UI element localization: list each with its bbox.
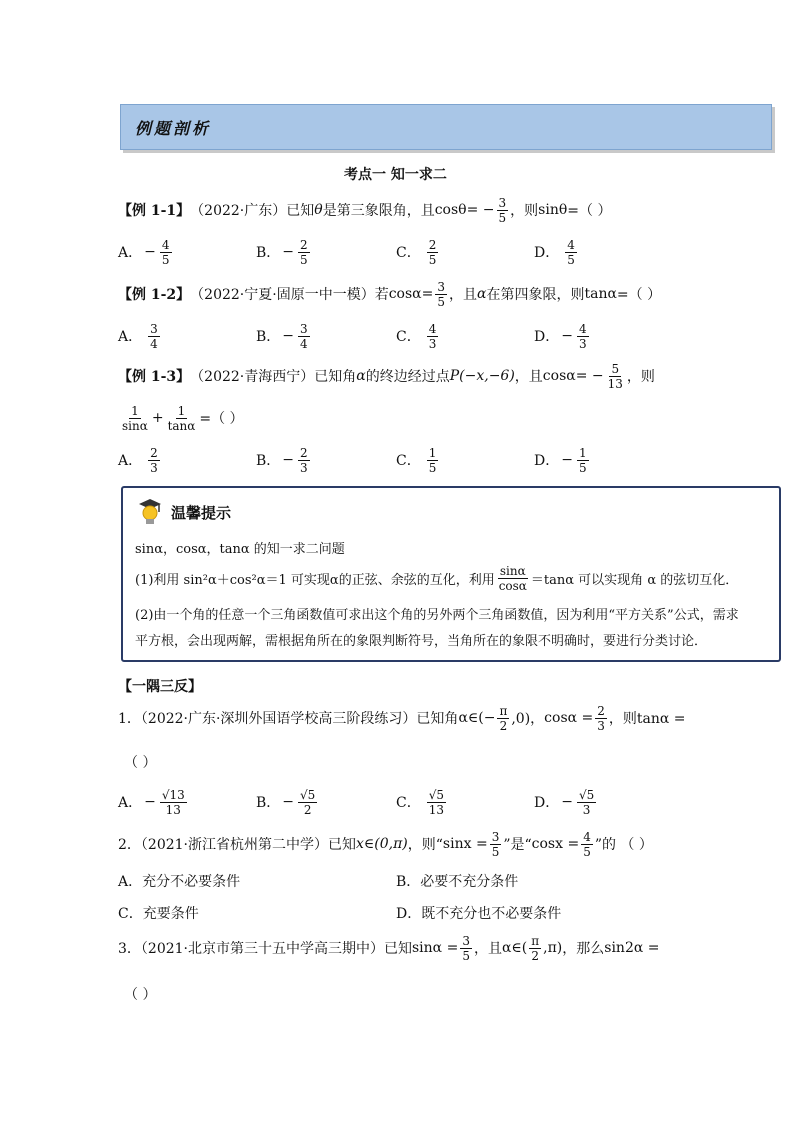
answer-blank: =（ ） <box>199 411 244 427</box>
lightbulb-icon <box>135 496 165 526</box>
option-label: A． <box>118 245 143 261</box>
option-sign: − <box>144 794 156 810</box>
option-label: C． <box>396 795 421 811</box>
tip-line: 平方根，会出现两解，需根据角所在的象限判断符号，当角所在的象限不明确时，要进行分类讨论． <box>135 634 708 649</box>
tip-box <box>121 486 781 662</box>
question-text: 1．（2022·广东·深圳外国语学校高三阶段练习）已知角 <box>118 711 459 727</box>
option-label: B． <box>256 453 281 469</box>
fraction: $\frac{\pi}{2}$ <box>531 933 540 963</box>
option-d[interactable] <box>534 232 579 272</box>
option-label: D． <box>534 329 560 345</box>
example-1-3-expr <box>118 400 244 436</box>
option-d[interactable] <box>534 440 591 480</box>
question-text: ，则tanα = <box>608 711 686 727</box>
option-c[interactable] <box>396 782 448 822</box>
option-fraction: $\frac{√5}{3}$ <box>578 787 595 817</box>
example-source: （2022·青海西宁）已知角 <box>190 369 357 385</box>
equals-sign: = − <box>575 368 604 384</box>
example-tag: 【例 1-2】 <box>118 287 191 303</box>
option-label: D． <box>534 795 560 811</box>
question-3 <box>118 930 660 966</box>
fraction: $\frac{\sin\alpha}{\cos\alpha}$ <box>498 564 527 593</box>
cos-term: cosα = <box>544 710 594 726</box>
fraction: $\frac{3}{5}$ <box>498 195 507 225</box>
option-label: C． <box>396 453 421 469</box>
option-fraction: $\frac{4}{3}$ <box>578 321 587 351</box>
tip-line: (2)由一个角的任意一个三角函数值可求出这个角的另外两个三角函数值，因为利用“平方关系”公式，需求 <box>135 608 739 623</box>
answer-blank: （ ） <box>124 987 157 1003</box>
option-label: A． <box>118 329 143 345</box>
option-label: A． <box>118 453 143 469</box>
example-text: 在第四象限，则 <box>486 287 585 303</box>
option-label: A． <box>118 874 143 890</box>
example-tag: 【例 1-1】 <box>118 203 191 219</box>
fraction: $\frac{\pi}{2}$ <box>499 703 508 733</box>
option-a[interactable] <box>118 866 240 896</box>
example-text: ，则 <box>510 203 539 219</box>
option-b[interactable] <box>256 782 319 822</box>
example-1-2 <box>118 276 661 312</box>
option-label: A． <box>118 795 143 811</box>
domain-term: x∈(0,π) <box>356 836 408 852</box>
fraction: $\frac{4}{5}$ <box>583 829 591 859</box>
option-sign: − <box>144 244 156 260</box>
option-a[interactable] <box>118 440 162 480</box>
option-fraction: $\frac{2}{5}$ <box>300 237 308 267</box>
option-d[interactable] <box>396 898 561 928</box>
option-b[interactable] <box>256 316 312 356</box>
set-term: α∈(− <box>458 710 496 726</box>
option-fraction: $\frac{√5}{13}$ <box>428 787 444 817</box>
option-a[interactable] <box>118 316 162 356</box>
cos-term: cosα <box>542 368 576 384</box>
option-fraction: $\frac{4}{5}$ <box>567 237 575 267</box>
question-text: 3．（2021·北京市第三十五中学高三期中）已知 <box>118 941 412 957</box>
cos-term: cosθ <box>434 202 467 218</box>
example-source: （2022·广东）已知 <box>190 203 315 219</box>
option-label: C． <box>396 329 421 345</box>
fraction: $\frac{3}{5}$ <box>491 829 500 859</box>
example-1-3 <box>118 358 655 394</box>
option-sign: − <box>561 452 573 468</box>
var-theta: θ <box>314 202 323 218</box>
example-text: ，且 <box>514 369 543 385</box>
question-text: 2．（2021·浙江省杭州第二中学）已知 <box>118 837 356 853</box>
ask-term: sin2α = <box>604 940 660 956</box>
option-fraction: $\frac{3}{4}$ <box>300 321 308 351</box>
question-text: ，且 <box>473 941 502 957</box>
fraction: $\frac{1}{\sin\alpha}$ <box>122 403 148 433</box>
option-sign: − <box>282 452 295 468</box>
option-label: B． <box>256 795 281 811</box>
fraction: $\frac{5}{13}$ <box>607 361 623 391</box>
tip-line <box>135 564 738 593</box>
option-d[interactable] <box>534 782 598 822</box>
example-tag: 【例 1-3】 <box>118 369 191 385</box>
option-a[interactable] <box>118 782 189 822</box>
point-p: P(−x,−6) <box>449 368 515 384</box>
option-text: 必要不充分条件 <box>420 874 519 890</box>
option-fraction: $\frac{1}{5}$ <box>578 445 587 475</box>
option-d[interactable] <box>534 316 591 356</box>
option-label: D． <box>396 906 422 922</box>
option-b[interactable] <box>256 232 312 272</box>
section-banner <box>120 104 772 150</box>
option-label: B． <box>256 329 281 345</box>
question-text: ，那么 <box>562 941 605 957</box>
sin-term: sinα = <box>412 940 459 956</box>
answer-blank: =（ ） <box>616 287 662 303</box>
option-fraction: $\frac{4}{5}$ <box>161 237 170 267</box>
option-b[interactable] <box>396 866 518 896</box>
option-c[interactable] <box>396 440 440 480</box>
option-sign: − <box>282 794 295 810</box>
question-text: ，则“ <box>407 837 443 853</box>
question-text: ”是“ <box>503 837 532 853</box>
ask-term: sinθ <box>538 202 568 218</box>
set-term: ,π) <box>543 940 563 956</box>
tip-text: (1)利用 sin²α＋cos²α＝1 可实现α的正弦、余弦的互化，利用 <box>135 573 495 588</box>
cos-term: cosα <box>388 286 422 302</box>
equals-sign: = <box>421 286 434 302</box>
option-label: C． <box>118 906 143 922</box>
option-fraction: $\frac{2}{5}$ <box>428 237 437 267</box>
option-fraction: $\frac{3}{4}$ <box>150 321 158 351</box>
practice-heading: 【一隅三反】 <box>118 679 202 695</box>
option-c[interactable] <box>396 232 440 272</box>
option-text: 既不充分也不必要条件 <box>421 906 562 922</box>
tip-title: 温馨提示 <box>171 504 232 522</box>
example-text: ，且 <box>449 287 477 303</box>
question-2 <box>118 826 653 862</box>
fraction: $\frac{1}{\tan\alpha}$ <box>167 403 196 433</box>
tip-text: ＝tanα 可以实现角 α 的弦切互化． <box>530 573 739 588</box>
question-1 <box>118 700 686 736</box>
option-text: 充要条件 <box>142 906 199 922</box>
option-label: B． <box>396 874 421 890</box>
set-term: α∈( <box>501 940 528 956</box>
option-a[interactable] <box>118 232 174 272</box>
answer-blank: =（ ） <box>567 203 612 219</box>
option-label: C． <box>396 245 421 261</box>
option-text: 充分不必要条件 <box>142 874 241 890</box>
option-b[interactable] <box>256 440 312 480</box>
plus-sign: + <box>151 410 164 426</box>
fraction: $\frac{3}{5}$ <box>462 933 470 963</box>
var-alpha: α <box>477 286 487 302</box>
fraction: $\frac{3}{5}$ <box>437 279 445 309</box>
fraction: $\frac{2}{3}$ <box>597 703 605 733</box>
option-sign: − <box>561 794 573 810</box>
option-label: D． <box>534 245 560 261</box>
ask-term: tanα <box>584 286 617 302</box>
set-term: ,0)， <box>511 711 545 727</box>
banner-title: 例题剖析 <box>135 119 212 138</box>
option-label: D． <box>534 453 560 469</box>
option-sign: − <box>561 328 573 344</box>
example-1-1 <box>118 192 611 228</box>
question-text: ”的 （ ） <box>594 837 653 853</box>
option-fraction: $\frac{√13}{13}$ <box>161 787 185 817</box>
example-text: 的终边经过点 <box>365 369 450 385</box>
section-subtitle: 考点一 知一求二 <box>344 167 447 183</box>
option-fraction: $\frac{2}{3}$ <box>150 445 158 475</box>
option-sign: − <box>282 244 295 260</box>
var-alpha: α <box>356 368 366 384</box>
example-text: 是第三象限角，且 <box>322 203 435 219</box>
option-sign: − <box>282 328 295 344</box>
option-fraction: $\frac{4}{3}$ <box>428 321 437 351</box>
tip-line: sinα，cosα，tanα 的知一求二问题 <box>135 542 345 557</box>
option-fraction: $\frac{√5}{2}$ <box>300 787 316 817</box>
cos-term: cosx = <box>531 836 580 852</box>
option-fraction: $\frac{2}{3}$ <box>300 445 308 475</box>
answer-blank: （ ） <box>124 755 157 771</box>
sin-term: sinx = <box>442 836 488 852</box>
equals-sign: = − <box>466 202 495 218</box>
option-c[interactable] <box>396 316 440 356</box>
example-source: （2022·宁夏·固原一中一模）若 <box>190 287 389 303</box>
option-c[interactable] <box>118 898 199 928</box>
option-label: B． <box>256 245 281 261</box>
option-fraction: $\frac{1}{5}$ <box>428 445 437 475</box>
example-text: ，则 <box>626 369 655 385</box>
